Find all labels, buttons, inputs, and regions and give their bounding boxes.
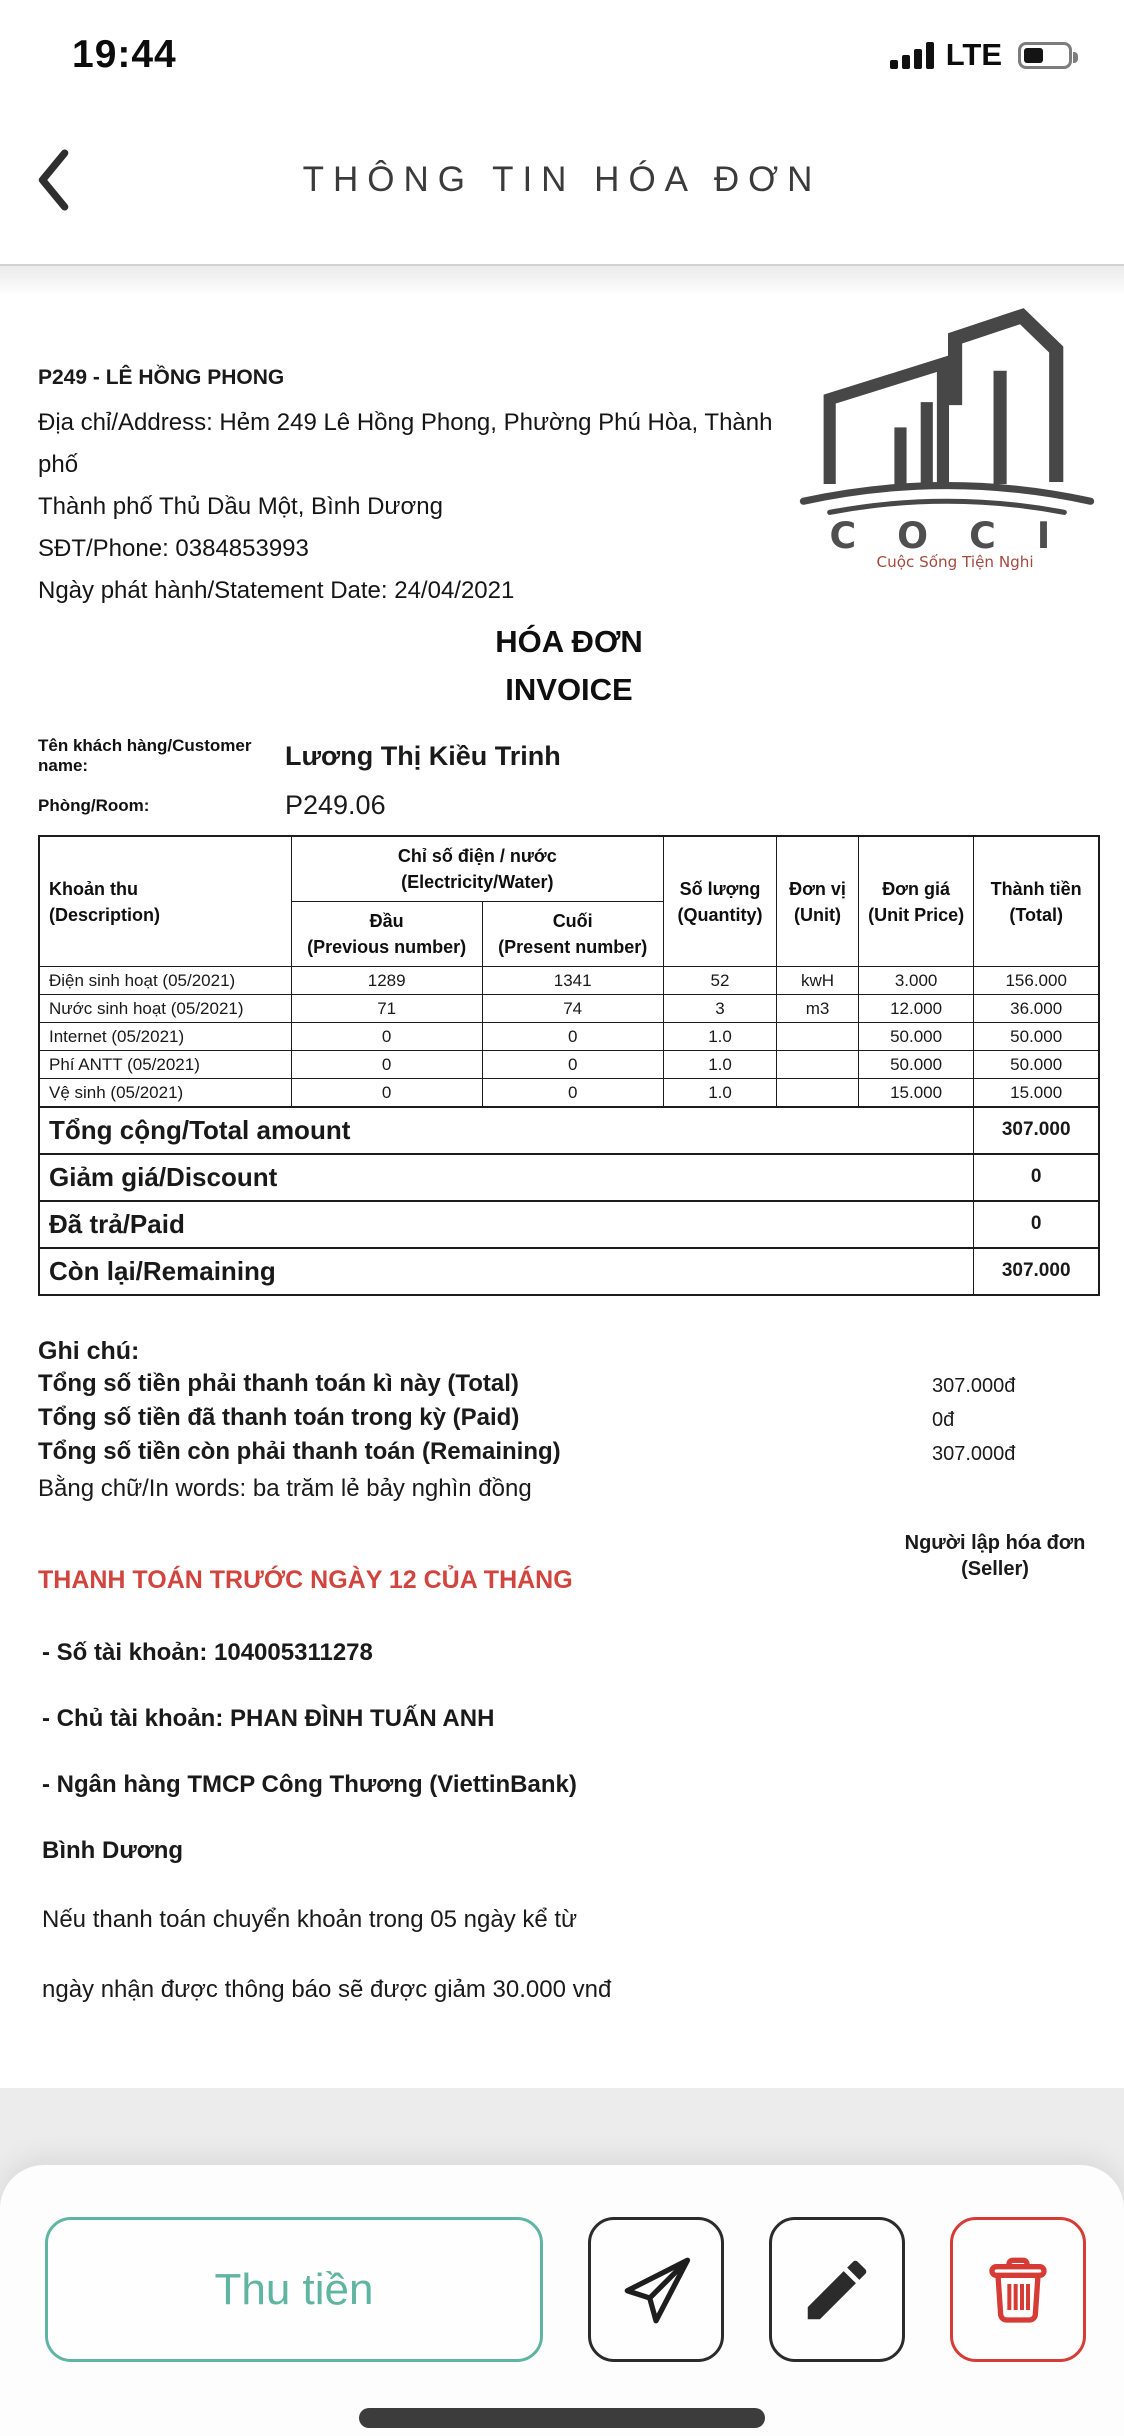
summary-row-discount: Giảm giá/Discount 0 — [39, 1154, 1099, 1201]
notes-heading: Ghi chú: — [38, 1336, 140, 1365]
amount-in-words: Bằng chữ/In words: ba trăm lẻ bảy nghìn đồng — [38, 1474, 532, 1502]
trash-icon — [978, 2250, 1058, 2330]
note-row-paid: Tổng số tiền đã thanh toán trong kỳ (Paid) 0đ — [38, 1403, 955, 1431]
logo-brand-text: C O C I — [829, 513, 1065, 557]
table-row: Vệ sinh (05/2021) 0 0 1.0 15.000 15.000 — [39, 1079, 1099, 1107]
transfer-discount-note-line2: ngày nhận được thông báo sẽ được giảm 30.000 vnđ — [42, 1975, 612, 2003]
invoice-title-vi: HÓA ĐƠN — [495, 624, 643, 659]
table-row: Phí ANTT (05/2021) 0 0 1.0 50.000 50.000 — [39, 1051, 1099, 1079]
invoice-document — [0, 294, 1124, 2088]
nav-header — [0, 96, 1124, 264]
paper-plane-icon — [614, 2248, 698, 2332]
battery-icon — [1018, 42, 1072, 69]
back-button[interactable] — [24, 134, 80, 226]
summary-row-remaining: Còn lại/Remaining 307.000 — [39, 1248, 1099, 1295]
payment-deadline-heading: THANH TOÁN TRƯỚC NGÀY 12 CỦA THÁNG — [38, 1565, 573, 1594]
room-value: P249.06 — [285, 790, 386, 820]
page-title: THÔNG TIN HÓA ĐƠN — [302, 160, 822, 199]
seller-label-en: (Seller) — [961, 1557, 1029, 1580]
col-unit: Đơn vị (Unit) — [777, 836, 859, 967]
bank-account-number: - Số tài khoản: 104005311278 — [42, 1638, 373, 1666]
summary-row-paid: Đã trả/Paid 0 — [39, 1201, 1099, 1248]
status-bar — [0, 0, 1124, 96]
col-meter-group: Chỉ số điện / nước (Electricity/Water) — [291, 836, 663, 902]
payment-instructions — [38, 1528, 890, 2042]
signal-strength-icon — [890, 42, 934, 69]
network-type-label: LTE — [945, 37, 1002, 72]
col-total: Thành tiền (Total) — [974, 836, 1099, 967]
statement-date: Ngày phát hành/Statement Date: 24/04/2021 — [38, 577, 515, 604]
col-description: Khoản thu (Description) — [39, 836, 291, 967]
notes-section — [38, 1334, 1100, 1506]
status-time: 19:44 — [72, 33, 177, 76]
seller-label-vi: Người lập hóa đơn — [904, 1531, 1086, 1554]
pencil-icon — [798, 2251, 876, 2329]
room-label: Phòng/Room: — [38, 795, 150, 815]
summary-row-total: Tổng cộng/Total amount 307.000 — [39, 1107, 1099, 1154]
customer-name-label: Tên khách hàng/Customer name: — [38, 736, 252, 775]
home-indicator[interactable] — [359, 2408, 765, 2428]
coci-buildings-icon — [794, 302, 1100, 570]
note-row-remaining: Tổng số tiền còn phải thanh toán (Remaining) 307.000đ — [38, 1437, 1016, 1465]
table-row: Internet (05/2021) 0 0 1.0 50.000 50.000 — [39, 1023, 1099, 1051]
bank-account-holder: - Chủ tài khoản: PHAN ĐÌNH TUẤN ANH — [42, 1704, 495, 1732]
table-row: Điện sinh hoạt (05/2021) 1289 1341 52 kwH 3.000 156.000 — [39, 967, 1099, 995]
table-row: Nước sinh hoạt (05/2021) 71 74 3 m3 12.000 36.000 — [39, 995, 1099, 1023]
send-invoice-button[interactable] — [588, 2217, 724, 2362]
customer-block — [38, 736, 1100, 821]
col-quantity: Số lượng (Quantity) — [663, 836, 776, 967]
status-indicators — [890, 37, 1072, 73]
invoice-title — [38, 618, 1100, 714]
room-row — [38, 790, 1100, 821]
invoice-title-en: INVOICE — [505, 672, 633, 707]
chevron-left-icon — [33, 146, 71, 214]
property-info — [38, 294, 794, 612]
payment-section — [38, 1528, 1100, 2042]
delete-invoice-button[interactable] — [950, 2217, 1086, 2362]
table-header-row — [39, 836, 1099, 902]
property-phone: SĐT/Phone: 0384853993 — [38, 535, 309, 562]
property-name: P249 - LÊ HỒNG PHONG — [38, 366, 285, 389]
logo-tagline: Cuộc Sống Tiện Nghi — [876, 552, 1034, 570]
property-header — [38, 294, 1100, 612]
charges-table — [38, 835, 1100, 1296]
col-unit-price: Đơn giá (Unit Price) — [858, 836, 974, 967]
transfer-discount-note-line1: Nếu thanh toán chuyển khoản trong 05 ngày kể từ — [42, 1905, 578, 1933]
company-logo — [794, 302, 1100, 575]
edit-invoice-button[interactable] — [769, 2217, 905, 2362]
actions-row — [0, 2217, 1124, 2362]
property-address-line1: Địa chỉ/Address: Hẻm 249 Lê Hồng Phong, Phường Phú Hòa, Thành phố — [38, 409, 773, 478]
col-previous: Đầu (Previous number) — [291, 902, 482, 967]
header-divider — [0, 264, 1124, 294]
bank-name-line2: Bình Dương — [42, 1836, 184, 1864]
collect-money-button[interactable]: Thu tiền — [45, 2217, 543, 2362]
seller-signature-block — [890, 1528, 1100, 2042]
col-present: Cuối (Present number) — [482, 902, 663, 967]
customer-name-row — [38, 736, 1100, 776]
customer-name-value: Lương Thị Kiều Trinh — [285, 740, 561, 771]
property-address-line2: Thành phố Thủ Dầu Một, Bình Dương — [38, 493, 443, 520]
bottom-action-bar — [0, 2165, 1124, 2436]
note-row-total: Tổng số tiền phải thanh toán kì này (Total) 307.000đ — [38, 1369, 1016, 1397]
bank-name-line1: - Ngân hàng TMCP Công Thương (ViettinBank) — [42, 1770, 577, 1798]
